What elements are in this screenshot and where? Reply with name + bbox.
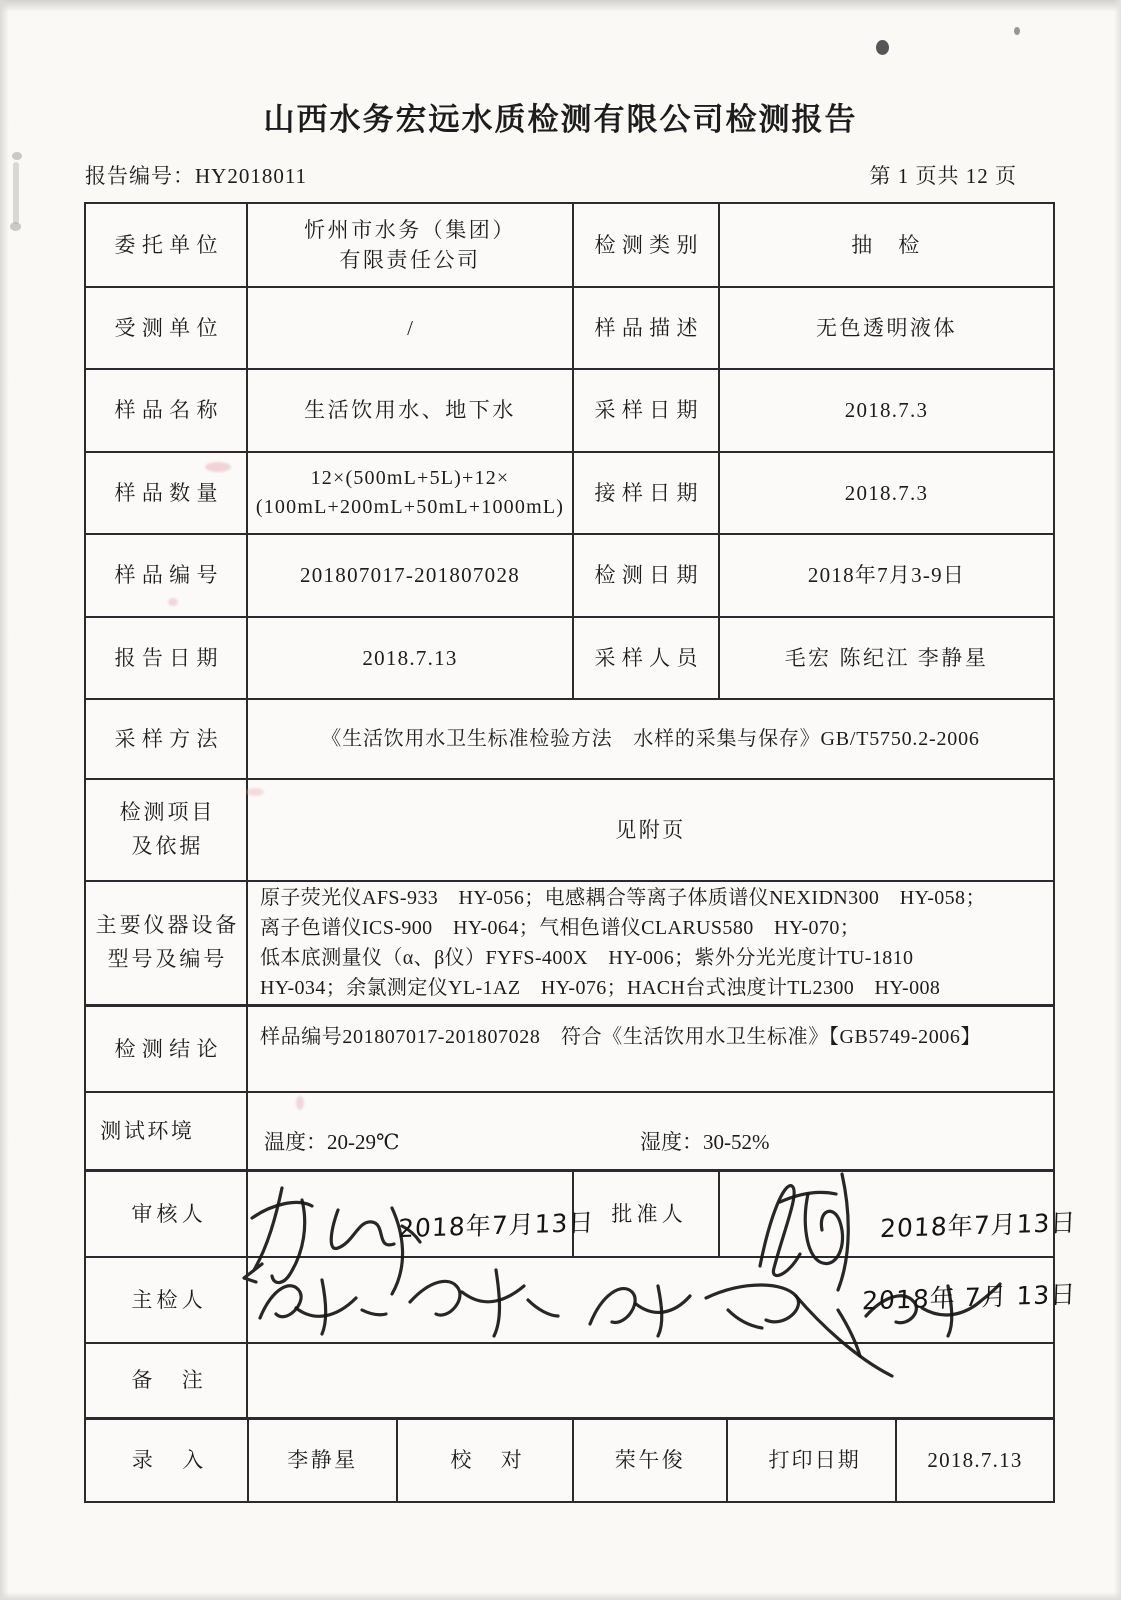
cell-value: 样品编号201807017-201807028 符合《生活饮用水卫生标准》【GB5749-2006】 (260, 1026, 982, 1048)
row-label: 校 对 (398, 1420, 574, 1501)
cell-value: 2018.7.3 (844, 398, 929, 423)
report-table (84, 202, 1077, 1503)
cell-value: 2018年7月3-9日 (807, 563, 966, 588)
inspector-signature-3 (578, 1268, 703, 1348)
scan-artifact (876, 40, 889, 55)
cell-value-line: 忻州市水务（集团） (304, 217, 516, 242)
scan-artifact (246, 788, 264, 796)
cell-value-line: (100mL+200mL+50mL+1000mL) (255, 496, 565, 518)
cell-value: 荣午俊 (574, 1420, 728, 1501)
row-label: 采样方法 (86, 700, 248, 778)
scan-artifact (205, 462, 231, 472)
instrument-line: 离子色谱仪ICS-900 HY-064；气相色谱仪CLARUS580 HY-070； (260, 917, 861, 939)
scan-artifact (0, 0, 9, 1600)
scan-artifact (1014, 27, 1020, 35)
row-label: 检测类别 (574, 204, 720, 286)
report-meta-row (85, 160, 1035, 190)
page-title: 山西水务宏远水质检测有限公司检测报告 (263, 102, 858, 137)
cell-value: 201807017-201807028 (248, 535, 574, 616)
cell-value: 生活饮用水、地下水 (248, 370, 574, 451)
row-label: 检测日期 (574, 535, 720, 616)
row-label: 打印日期 (728, 1420, 897, 1501)
row-label-line: 检测项目 (119, 800, 216, 825)
row-label: 样品名称 (86, 370, 248, 451)
handwritten-date: 2018年7月13日 (879, 1207, 1077, 1244)
cell-value: 2018.7.13 (248, 618, 574, 698)
cell-value: 毛宏 陈纪江 李静星 (784, 645, 989, 670)
report-number: 报告编号：HY2018011 (85, 164, 308, 188)
table-row (86, 1172, 1077, 1258)
cell-value-line: 有限责任公司 (339, 248, 481, 272)
cell-value-line: 12×(500mL+5L)+12× (310, 467, 510, 489)
remarks-cell (248, 1344, 1053, 1417)
table-row (86, 1007, 1053, 1093)
instrument-line: HY-034；余氯测定仪YL-1AZ HY-076；HACH台式浊度计TL2300 HY-008 (260, 977, 941, 999)
scan-artifact (296, 1096, 304, 1110)
table-row (86, 700, 1053, 780)
table-row (86, 288, 1053, 370)
cell-value: 2018.7.13 (927, 1448, 1023, 1473)
cell-value: 见附页 (615, 817, 686, 842)
scan-artifact (0, 1592, 1121, 1600)
table-row (86, 618, 1053, 700)
row-label: 采样人员 (574, 618, 720, 698)
scan-artifact (13, 162, 19, 224)
table-row (86, 453, 1053, 535)
instrument-line: 低本底测量仪（α、β仪）FYFS-400X HY-006；紫外分光光度计TU-1810 (260, 947, 914, 969)
cell-value: 2018.7.3 (844, 480, 929, 505)
inspector-signature-2 (398, 1260, 563, 1348)
row-label: 备 注 (86, 1344, 248, 1417)
cell-value: 抽 检 (851, 232, 922, 257)
scan-artifact (10, 222, 21, 231)
row-label: 审核人 (86, 1172, 248, 1256)
scan-artifact (0, 0, 1121, 12)
row-label: 主检人 (86, 1258, 248, 1342)
row-label: 样品描述 (574, 288, 720, 368)
cell-value (248, 1093, 1053, 1169)
row-label-line: 主要仪器设备 (95, 913, 240, 938)
cell-value: 无色透明液体 (815, 315, 958, 340)
scan-artifact (168, 598, 178, 606)
cell-value (248, 882, 1053, 1004)
row-label: 接样日期 (574, 453, 720, 533)
scan-artifact (12, 152, 22, 160)
row-label: 测试环境 (86, 1093, 248, 1169)
row-label (86, 780, 248, 880)
table-row (86, 1344, 1053, 1420)
table-row (86, 1093, 1053, 1172)
cell-value: / (248, 288, 574, 368)
table-row (86, 370, 1053, 453)
row-label: 样品数量 (86, 453, 248, 533)
row-label: 采样日期 (574, 370, 720, 451)
scan-artifact (1114, 0, 1121, 1600)
table-row (86, 882, 1053, 1007)
approver-signature-cell (720, 1172, 1077, 1256)
inspector-signatures-cell (248, 1258, 1077, 1342)
row-label-line: 及依据 (131, 834, 204, 858)
cell-value: 李静星 (249, 1420, 398, 1501)
row-label: 报告日期 (86, 618, 248, 698)
row-label: 受测单位 (86, 288, 248, 368)
handwritten-date: 2018年 7月 13日 (861, 1279, 1077, 1316)
table-row (86, 535, 1053, 618)
row-label: 样品编号 (86, 535, 248, 616)
cell-value: 《生活饮用水卫生标准检验方法 水样的采集与保存》GB/T5750.2-2006 (321, 727, 980, 750)
row-label (86, 882, 248, 1004)
reviewer-signature-cell (248, 1172, 595, 1256)
inspector-signature-1 (250, 1266, 400, 1346)
cell-value (248, 453, 574, 533)
temperature-value: 温度：20-29℃ (264, 1129, 400, 1154)
page-indicator: 第 1 页共 12 页 (869, 164, 1017, 188)
row-label: 委托单位 (86, 204, 248, 286)
cell-value (248, 204, 574, 286)
humidity-value: 湿度：30-52% (640, 1129, 770, 1154)
row-label: 录 入 (86, 1420, 249, 1501)
table-row (86, 204, 1053, 288)
table-row (86, 1420, 1053, 1501)
table-row (86, 1258, 1077, 1344)
row-label: 批准人 (574, 1172, 720, 1256)
instrument-line: 原子荧光仪AFS-933 HY-056；电感耦合等离子体质谱仪NEXIDN300 HY-058； (260, 887, 986, 909)
handwritten-date: 2018年7月13日 (397, 1207, 595, 1244)
row-label-line: 型号及编号 (107, 947, 228, 971)
row-label: 检测结论 (86, 1007, 248, 1091)
table-row (86, 780, 1053, 882)
